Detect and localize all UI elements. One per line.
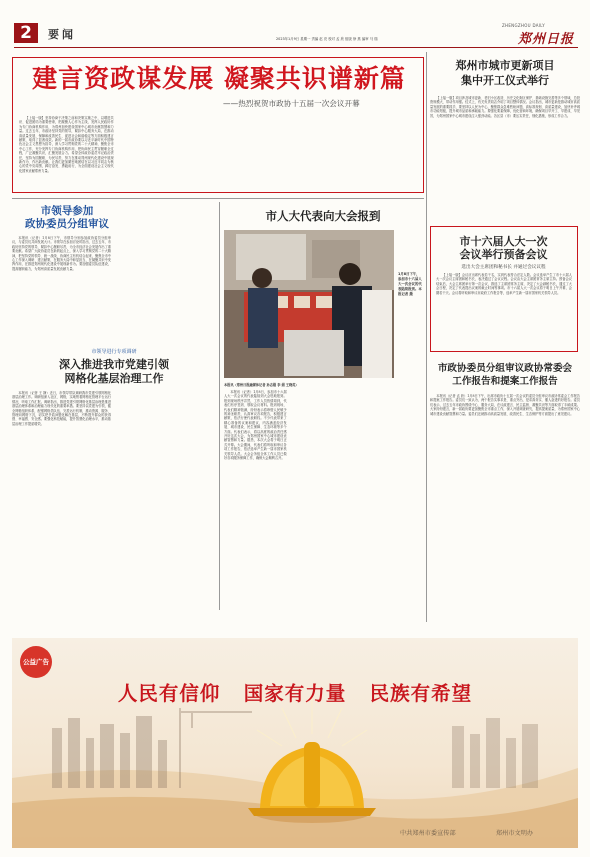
renewal-headline-2: 集中开工仪式举行 xyxy=(461,74,549,87)
renewal-story xyxy=(430,52,580,218)
page-number: 2 xyxy=(20,23,32,43)
topic-body: 本报讯（记者 王 静）近日，市领导带队调研我市党建引领网格化基层治理工作。调研组深入社区、网格，实地察看网格化管理平台运行情况，听取工作汇报。调研指出，推进党建引领网格化基层治理是推进基层治理体系和治理能力现代化的重要举措。要坚持以党建为引领，健全网格组织体系，配强网格员队伍，完善运行机制，推动资源、服务、管理向网格下沉，切实把矛盾问题化解在基层，不断提升群众的获得感、幸福感、安全感。要强化科技赋能，提升智慧化治理水平，推动基层治理工作提质增效。 xyxy=(12,391,111,426)
renewal-headline-1: 郑州市城市更新项目 xyxy=(455,59,555,72)
preparatory-headline-1: 市十六届人大一次 xyxy=(459,235,548,248)
cppcc-body: 本报讯（记者 孟 欣）1月8日下午，出席市政协十五届一次会议的委员分组审议市政协常委会工作报告和提案工作报告。委员们一致认为，两个报告实事求是、重点突出，是求真务实、催人奋进的好报告。委员们表示，过去五年市政协围绕中心、服务大局，在议政建言、民主监督、凝聚共识等方面取得了丰硕成果。大家纷纷建言，新一届政协要更加聚焦全市重点工作，深入开展调查研究，提高提案质量，为郑州国家中心城市建设贡献智慧和力量。委员们还就推动高质量发展、改善民生、生态保护等方面提出了意见建议。 xyxy=(430,394,580,416)
lead-story xyxy=(12,57,424,193)
divider-h1 xyxy=(12,198,424,199)
renewal-body: 【上接一版】项目涉及城市更新、老旧小区改造、历史文化街区保护、基础设施完善等多个领域，总投资规模大、带动作用强。仪式上，有关负责同志介绍了项目整体情况。会议指出，城市更新是推动城市高质量发展的重要抓手，要坚持以人民为中心，聚焦群众急难愁盼问题，高标准规划、高质量建设，加快补齐城市功能短板，提升城市品质和承载能力。要强化要素保障，优化营商环境，确保项目早开工、早建成、早见效，为郑州国家中心城市建设注入强劲动能。各区县（市）要压实责任，细化措施，形成工作合力。 xyxy=(430,96,580,118)
lead-body-columns xyxy=(19,116,419,190)
section-label: 要闻 xyxy=(48,28,76,41)
preparatory-box xyxy=(430,226,578,352)
public-ad xyxy=(12,638,578,848)
guidance-headline-2: 政协委员分组审议 xyxy=(25,218,109,230)
page-number-box xyxy=(14,23,38,43)
feature-credit: 本报讯（郑州日报融媒体记者 孙志刚 李 娟 王晓英） xyxy=(224,383,299,387)
topic-headline-1: 深入推进我市党建引领 xyxy=(59,358,169,371)
ad-backdrop-art xyxy=(12,638,578,848)
masthead xyxy=(14,20,578,46)
guidance-headline-1: 市领导参加 xyxy=(40,205,94,217)
preparatory-headline-2: 会议举行预备会议 xyxy=(459,248,548,261)
feature-story xyxy=(224,202,422,612)
feature-body: 本报讯（记者）1月8日，参加市十六届人大一次会议的代表陆续到大会驻地报到。报到现场秩序井然，工作人员热情周到，代表们有序签到、领取会议材料。报到现场，代表们精神饱满，纷纷表示将珍惜人民赋予的神圣职责，认真审议各项报告，积极建言献策，依法行使代表职权。不少代表带来了精心准备的议案和建议，内容涵盖经济发展、城市建设、民生保障、生态环境等多个方面。代表们表示，将以高度的政治责任感开好这次大会，为郑州国家中心城市建设贡献智慧和力量。据悉，本次大会将于明日正式开幕。大会期间，代表们将听取和审议各项工作报告，依法选举产生新一届市国家机关领导人员。大会会务组全体工作人员已做好各项服务保障工作，确保大会顺利召开。 xyxy=(224,390,287,461)
preparatory-body: 【上接一版】会议应出席代表若干名，实到代表符合法定人数。会议选举产生了市十六届人大一次会议主席团和秘书长，表决通过了会议议程。会议由大会主席团常务主席主持。预备会议结束后，大会主席团举行第一次会议，推选了主席团常务主席，决定了大会副秘书长，通过了大会日程，决定了代表提出议案的截止时间等事项。市十六届人大一次会议将于明日上午开幕，会期若干天。会议将听取和审议市政府工作报告等，选举产生新一届市国家机关领导人员。 xyxy=(436,273,572,295)
topic-kicker: 市领导进行专项调研 xyxy=(91,349,137,355)
cppcc-headline-2: 工作报告和提案工作报告 xyxy=(452,376,558,387)
ad-badge-text: 公益广告 xyxy=(23,658,49,666)
date-line: 2023年1月9日 星期一 责编 赵 亮 校对 孟 欣 组版 徐 燕 编审 马 瑞 xyxy=(276,37,378,41)
feature-body-columns xyxy=(224,390,422,610)
feature-photo xyxy=(224,230,394,378)
masthead-rule xyxy=(14,47,578,48)
paper-logo: 郑州日报 xyxy=(518,32,575,47)
ad-credit-left: 中共郑州市委宣传部 xyxy=(400,830,456,837)
feature-side-caption: 1月8日下午，参加市十六届人大一次会议的代表陆续报到。本报记者 摄 xyxy=(398,272,422,296)
topic-headline-2: 网格化基层治理工作 xyxy=(64,372,164,385)
divider-v-left xyxy=(219,202,220,610)
guidance-body-columns xyxy=(12,236,216,342)
lead-headline: 建言资政谋发展 凝聚共识谱新篇 xyxy=(32,64,406,93)
divider-v-right xyxy=(426,52,427,622)
paper-pinyin: ZHENGZHOU DAILY xyxy=(502,23,546,28)
topic-box xyxy=(12,348,216,610)
lead-body: 【上接一版】坚持协商于决策之前和决策实施之中，以增进共识、促进团结为重要使命，把凝聚人心作为主线，发挥人民政协作为专门协商机构作用，为郑州加快建设国家中心城市贡献智慧和力量。过去五年，市政协坚持党的领导，紧扣中心服务大局，在推动高质量发展、保障和改善民生、促进社会和谐稳定等方面积极建言献策，取得了显著成效。新的一届市政协要以习近平新时代中国特色社会主义思想为指导，深入学习贯彻党的二十大精神，聚焦全市中心工作，充分发挥专门协商机构作用，把协商民主贯穿履职全过程，广泛凝聚共识，汇聚发展合力。希望全体政协委员牢记政治责任，坚持为国履职、为民尽责，努力在推动郑州现代化建设中展现新作为、作出新贡献。让我们更加紧密地团结在以习近平同志为核心的党中央周围，踔厉奋发、勇毅前行，为全面建设社会主义现代化国家贡献郑州力量。 xyxy=(19,116,114,173)
ad-slogan: 人民有信仰 国家有力量 民族有希望 xyxy=(117,682,473,705)
preparatory-subhead: 选出大会主席团和秘书长 并通过会议议程 xyxy=(461,265,546,270)
ad-credit-right: 郑州市文明办 xyxy=(496,830,534,837)
feature-headline: 市人大代表向大会报到 xyxy=(265,209,381,223)
topic-body-columns xyxy=(12,391,216,607)
lead-subhead: ——热烈祝贺市政协十五届一次会议开幕 xyxy=(223,99,360,108)
cppcc-headline-1: 市政协委员分组审议政协常委会 xyxy=(437,363,573,374)
ad-badge xyxy=(20,646,52,678)
guidance-body: 本报讯（记者）1月8日下午，市领导分别参加政协委员分组审议，与委员们共商发展大计。市领导在参加讨论时指出，过去五年，市政协坚持党的领导，紧扣中心履职尽责，为全市经济社会发展作出了重要贡献。希望广大政协委员在新的起点上，深入学习贯彻党的二十大精神，把坚持党的领导、统一战线、协商民主有机结合起来，聚焦全市中心工作深入调研、建言献策，在服务大局中彰显担当，在凝聚共识中发挥作用，在推进郑州现代化建设中展现新作为。要加强委员队伍建设，提高履职能力，为郑州高质量发展贡献力量。 xyxy=(12,236,111,271)
cppcc-story xyxy=(430,362,580,612)
feature-photo-art xyxy=(224,230,394,378)
